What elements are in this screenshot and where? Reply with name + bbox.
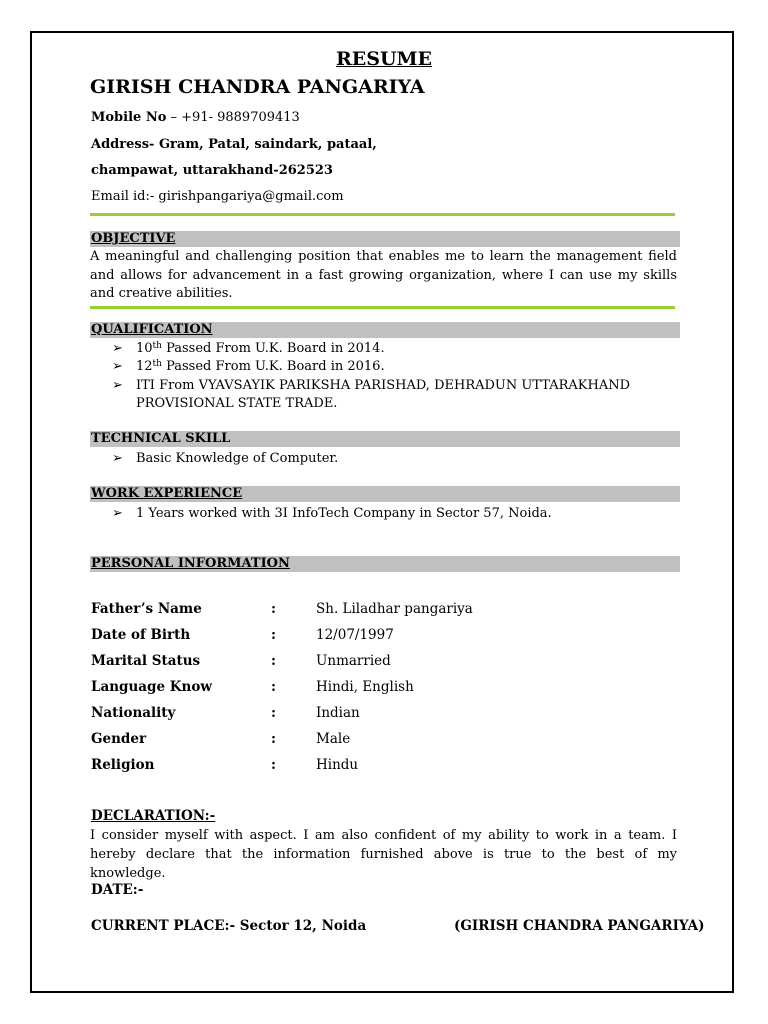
pi-colon: : [271, 653, 276, 669]
objective-heading: OBJECTIVE [91, 231, 176, 246]
date-label: DATE:- [91, 882, 144, 898]
pi-label: Marital Status [91, 653, 201, 669]
pi-value: Male [316, 731, 351, 747]
mobile-line [91, 110, 300, 125]
technical-item: ➢ Basic Knowledge of Computer. [112, 451, 339, 466]
signature-name: (GIRISH CHANDRA PANGARIYA) [454, 918, 705, 934]
current-place: CURRENT PLACE:- Sector 12, Noida [91, 918, 367, 934]
resume-title: RESUME [335, 48, 433, 70]
pi-colon: : [271, 679, 276, 695]
qualification-item: ➢ ITI From VYAVSAYIK PARIKSHA PARISHAD, DEHRADUN UTTARAKHAND [112, 378, 631, 393]
pi-value: Indian [316, 705, 360, 721]
pi-colon: : [271, 705, 276, 721]
work-heading-band [90, 486, 680, 502]
arrow-bullet-icon: ➢ [112, 341, 123, 356]
personal-heading-band [90, 556, 680, 572]
pi-colon: : [271, 757, 276, 773]
mobile-value: – +91- 9889709413 [166, 110, 300, 125]
green-divider [90, 213, 675, 216]
qualification-item: ➢ 12th Passed From U.K. Board in 2016. [112, 359, 385, 374]
green-divider [90, 306, 675, 309]
email-line: Email id:- girishpangariya@gmail.com [91, 189, 344, 204]
pi-value: Hindi, English [316, 679, 414, 695]
technical-heading-band [90, 431, 680, 447]
arrow-bullet-icon: ➢ [112, 451, 123, 466]
work-item: ➢ 1 Years worked with 3I InfoTech Company in Sector 57, Noida. [112, 506, 552, 521]
objective-text: A meaningful and challenging position that enables me to learn the management field and allows for advancement in a fast growing organization, where I can use my skills and creative abilities. [90, 249, 677, 301]
address-line-1: Address- Gram, Patal, saindark, pataal, [91, 137, 377, 152]
candidate-name: GIRISH CHANDRA PANGARIYA [90, 76, 425, 98]
technical-heading: TECHNICAL SKILL [91, 431, 231, 446]
pi-label: Nationality [91, 705, 176, 721]
pi-colon: : [271, 601, 276, 617]
qualification-item-continuation: PROVISIONAL STATE TRADE. [136, 396, 338, 411]
address-line-2: champawat, uttarakhand-262523 [91, 163, 333, 178]
pi-label: Language Know [91, 679, 212, 695]
pi-value: Unmarried [316, 653, 391, 669]
pi-colon: : [271, 731, 276, 747]
declaration-heading: DECLARATION:- [91, 808, 216, 824]
pi-value: Hindu [316, 757, 359, 773]
declaration-text: I consider myself with aspect. I am also confident of my ability to work in a team. I hereby declare that the information furnished above is true to the best of my knowledge. [90, 828, 677, 881]
pi-value: 12/07/1997 [316, 627, 394, 643]
pi-value: Sh. Liladhar pangariya [316, 601, 473, 617]
mobile-label: Mobile No [91, 110, 167, 125]
arrow-bullet-icon: ➢ [112, 506, 123, 521]
pi-label: Gender [91, 731, 147, 747]
qualification-heading: QUALIFICATION [91, 322, 213, 337]
arrow-bullet-icon: ➢ [112, 359, 123, 374]
pi-label: Religion [91, 757, 155, 773]
qualification-heading-band [90, 322, 680, 338]
work-heading: WORK EXPERIENCE [91, 486, 243, 501]
objective-heading-band [90, 231, 680, 247]
pi-colon: : [271, 627, 276, 643]
pi-label: Father’s Name [91, 601, 202, 617]
pi-label: Date of Birth [91, 627, 191, 643]
personal-heading: PERSONAL INFORMATION [91, 556, 290, 571]
arrow-bullet-icon: ➢ [112, 378, 123, 393]
qualification-item: ➢ 10th Passed From U.K. Board in 2014. [112, 341, 385, 356]
